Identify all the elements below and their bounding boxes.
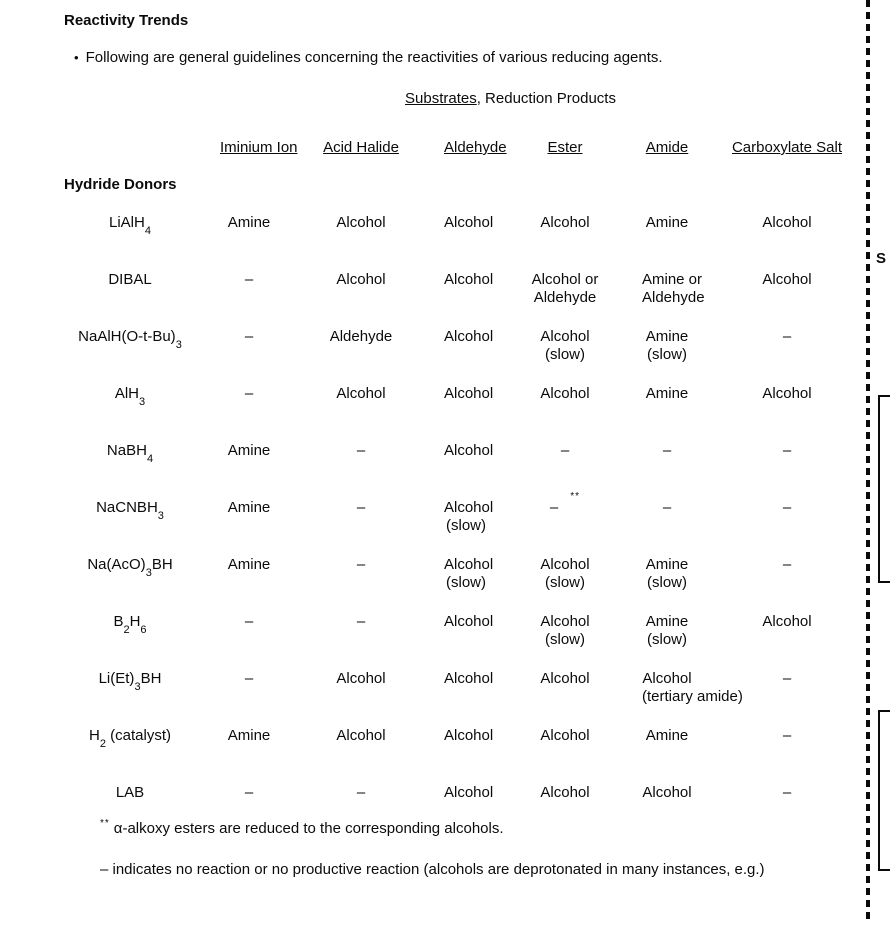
cell-line: – xyxy=(782,328,792,345)
page-divider-dashed-line xyxy=(866,0,870,924)
table-cell xyxy=(278,727,444,745)
column-header: Carboxylate Salt xyxy=(731,139,843,156)
cell-line: Alcohol xyxy=(336,385,386,402)
cell-footnote-marker: ** xyxy=(570,491,581,502)
cell-line: Alcohol xyxy=(444,613,494,630)
table-cell xyxy=(488,385,642,403)
table-cell xyxy=(642,499,692,517)
cell-line: Amine xyxy=(645,328,689,345)
donor-label: $Na(AcO)_3BH$ xyxy=(87,556,173,579)
cell-line: Aldehyde xyxy=(329,328,393,345)
table-cell xyxy=(278,385,444,403)
cell-line: Amine xyxy=(645,556,689,573)
table-cell xyxy=(220,271,278,289)
table-cell xyxy=(488,727,642,745)
footnote-marker: ** xyxy=(100,818,110,829)
cell-line: – xyxy=(244,385,254,402)
cell-line: Alcohol xyxy=(444,556,494,573)
cell-line: – xyxy=(782,784,792,801)
table-cell xyxy=(488,613,642,649)
cell-line: – xyxy=(782,442,792,459)
table-cell xyxy=(444,442,494,460)
table-cell xyxy=(488,670,642,688)
cell-line: – xyxy=(356,613,366,630)
table-cell xyxy=(488,556,642,592)
table-cell xyxy=(692,385,882,403)
adjacent-page-partial-box-top xyxy=(878,395,890,583)
table-cell xyxy=(444,784,494,802)
table-cell xyxy=(488,328,642,364)
cell-line: Alcohol xyxy=(444,670,494,687)
table-cell xyxy=(642,727,692,745)
table-cell xyxy=(642,613,692,649)
cell-line: (slow) xyxy=(647,574,687,591)
table-cell xyxy=(642,271,705,307)
donor-label: $H_2$ (catalyst) xyxy=(89,727,171,750)
cell-line: Aldehyde xyxy=(642,289,705,306)
donor-label: $B_2H_6$ xyxy=(113,613,147,636)
table-cell xyxy=(692,328,882,346)
cell-line: Alcohol xyxy=(336,727,386,744)
cell-line: (slow) xyxy=(545,346,585,363)
cell-line: Alcohol xyxy=(540,613,590,630)
donor-label: NaBH$_4$ xyxy=(106,442,154,465)
cell-line: Alcohol xyxy=(336,214,386,231)
cell-line: – xyxy=(782,499,792,516)
caption-rest: , Reduction Products xyxy=(476,90,616,107)
table-cell xyxy=(642,385,692,403)
cell-line: Alcohol xyxy=(444,784,494,801)
table-corner xyxy=(40,139,220,176)
cell-line: (tertiary amide) xyxy=(642,688,743,705)
table-cell xyxy=(220,328,278,346)
table-cell xyxy=(444,385,494,403)
table-cell xyxy=(444,328,494,346)
cell-line: – xyxy=(244,328,254,345)
table-cell xyxy=(278,442,444,460)
cell-line: –** xyxy=(549,491,581,516)
table-cell xyxy=(444,556,494,592)
table-cell xyxy=(444,499,494,535)
table-cell xyxy=(692,556,882,574)
cell-line: – xyxy=(782,727,792,744)
table-cell xyxy=(220,499,278,517)
table-cell xyxy=(692,727,882,745)
table-cell xyxy=(220,214,278,232)
footnote-dash: – indicates no reaction or no productive reaction (alcohols are deprotonated in many instances, e.g.) xyxy=(100,861,765,878)
donor-label: LiAlH$_4$ xyxy=(109,214,151,237)
table-cell xyxy=(642,670,743,706)
cell-line: Amine xyxy=(227,727,271,744)
cell-line: – xyxy=(244,271,254,288)
cell-line: Amine xyxy=(645,727,689,744)
cell-line: (slow) xyxy=(647,346,687,363)
cell-line: (slow) xyxy=(545,631,585,648)
cell-line: Alcohol xyxy=(540,214,590,231)
table-cell xyxy=(692,613,882,631)
cell-line: Alcohol xyxy=(642,670,692,687)
table-cell xyxy=(488,442,642,460)
caption-substrates: Substrates xyxy=(405,90,477,107)
table-cell xyxy=(220,442,278,460)
table-cell xyxy=(692,784,882,802)
bullet-icon: • xyxy=(74,50,79,65)
cell-line: Alcohol xyxy=(444,442,494,459)
cell-line: – xyxy=(356,556,366,573)
column-header: Aldehyde xyxy=(444,139,507,156)
table-cell xyxy=(488,491,642,517)
table-cell xyxy=(278,328,444,346)
cell-line: – xyxy=(244,784,254,801)
cell-line: Alcohol xyxy=(444,328,494,345)
cell-line: Amine xyxy=(227,214,271,231)
table-cell xyxy=(278,670,444,688)
cell-line: (slow) xyxy=(446,574,486,591)
cell-line: Amine xyxy=(227,499,271,516)
table-cell xyxy=(444,727,494,745)
table-cell xyxy=(488,214,642,232)
cell-line: – xyxy=(356,784,366,801)
footnote-alkoxy xyxy=(100,820,504,837)
donor-label: $Li(Et)_3BH$ xyxy=(98,670,162,693)
cell-line: Alcohol xyxy=(642,784,692,801)
column-header: Acid Halide xyxy=(323,139,399,156)
adjacent-page-partial-box-bottom xyxy=(878,710,890,871)
cell-line: (slow) xyxy=(545,574,585,591)
cell-line: (slow) xyxy=(647,631,687,648)
table-cell xyxy=(642,556,692,592)
column-header: Iminium Ion xyxy=(220,139,298,156)
cell-line: – xyxy=(662,499,672,516)
cell-line: – xyxy=(662,442,672,459)
table-cell xyxy=(642,784,692,802)
table-caption xyxy=(405,90,616,107)
cell-line: – xyxy=(244,670,254,687)
cell-line: Amine xyxy=(227,556,271,573)
donor-label: AlH$_3$ xyxy=(114,385,146,408)
table-cell xyxy=(278,499,444,517)
table-cell xyxy=(642,328,692,364)
cell-line: – xyxy=(782,556,792,573)
cell-line: Alcohol xyxy=(540,727,590,744)
table-cell xyxy=(220,670,278,688)
cell-line: Alcohol xyxy=(540,670,590,687)
footnote-alkoxy-text: α-alkoxy esters are reduced to the corresponding alcohols. xyxy=(113,820,504,837)
table-cell xyxy=(220,784,278,802)
table-cell xyxy=(692,271,882,289)
cell-line: Amine xyxy=(645,613,689,630)
column-header: Ester xyxy=(547,139,583,156)
cell-line: Alcohol or xyxy=(531,271,599,288)
cell-line: – xyxy=(782,670,792,687)
table-cell xyxy=(220,385,278,403)
cell-line: Amine xyxy=(645,385,689,402)
reactivity-table xyxy=(40,139,882,841)
cell-line: Alcohol xyxy=(444,727,494,744)
cell-line: Alcohol xyxy=(444,385,494,402)
intro-bullet xyxy=(74,49,663,66)
cell-line: Alcohol xyxy=(444,214,494,231)
cell-line: Alcohol xyxy=(540,556,590,573)
page-title: Reactivity Trends xyxy=(64,12,189,29)
cell-line: – xyxy=(244,613,254,630)
table-cell xyxy=(488,271,642,307)
table-row-header: Hydride Donors xyxy=(64,176,177,193)
table-cell xyxy=(444,214,494,232)
cell-line: – xyxy=(560,442,570,459)
cell-line: Amine xyxy=(645,214,689,231)
column-header: Amide xyxy=(645,139,689,156)
cell-line: (slow) xyxy=(446,517,486,534)
cell-line: – xyxy=(356,442,366,459)
donor-label: LAB xyxy=(115,784,145,801)
table-cell xyxy=(278,613,444,631)
table-cell xyxy=(692,670,882,688)
cell-line: Alcohol xyxy=(444,499,494,516)
adjacent-page-partial-heading: S xyxy=(876,250,887,267)
cell-line: Alcohol xyxy=(540,784,590,801)
table-cell xyxy=(642,214,692,232)
cell-line: Amine xyxy=(227,442,271,459)
donor-label: DIBAL xyxy=(108,271,152,288)
table-cell xyxy=(444,670,494,688)
table-cell xyxy=(692,214,882,232)
table-cell xyxy=(220,727,278,745)
donor-label: NaCNBH$_3$ xyxy=(96,499,164,522)
cell-line: Aldehyde xyxy=(533,289,597,306)
table-cell xyxy=(692,499,882,517)
table-cell xyxy=(444,613,494,631)
table-cell xyxy=(278,784,444,802)
cell-line: Alcohol xyxy=(540,328,590,345)
cell-line: Amine or xyxy=(642,271,703,288)
cell-line: Alcohol xyxy=(762,271,812,288)
cell-line: Alcohol xyxy=(444,271,494,288)
intro-bullet-text: Following are general guidelines concerning the reactivities of various reducing agents. xyxy=(85,49,663,66)
cell-line: Alcohol xyxy=(762,613,812,630)
table-cell xyxy=(220,613,278,631)
table-cell xyxy=(278,214,444,232)
table-cell xyxy=(692,442,882,460)
cell-line: Alcohol xyxy=(762,385,812,402)
cell-line: Alcohol xyxy=(762,214,812,231)
table-cell xyxy=(220,556,278,574)
table-cell xyxy=(278,556,444,574)
table-cell xyxy=(488,784,642,802)
table-cell xyxy=(444,271,494,289)
table-cell xyxy=(278,271,444,289)
cell-line: – xyxy=(356,499,366,516)
cell-line: Alcohol xyxy=(540,385,590,402)
cell-line: Alcohol xyxy=(336,670,386,687)
donor-label: $NaAlH(O-t-Bu)_3$ xyxy=(78,328,182,351)
cell-line: Alcohol xyxy=(336,271,386,288)
table-cell xyxy=(642,442,692,460)
